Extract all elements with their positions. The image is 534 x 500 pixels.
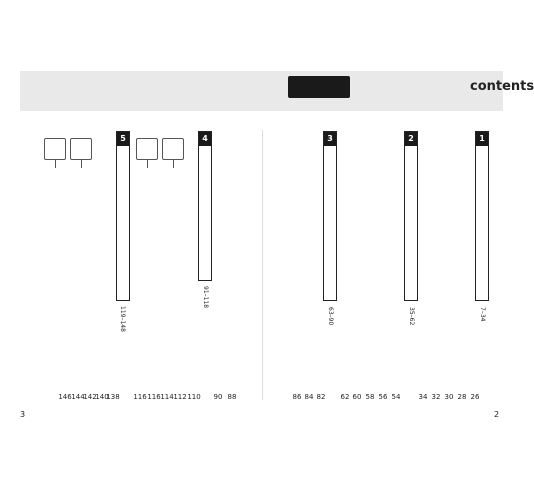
banner-title (355, 74, 465, 100)
chapter-5-page-146: 146 (58, 393, 72, 401)
left-page-number: 3 (20, 410, 26, 419)
chapter-4b-page-88: 88 (227, 393, 237, 401)
chapter-2-page-58: 58 (365, 393, 375, 401)
chapter-5-page-144: 144 (71, 393, 85, 401)
chapter-5-page-140: 140 (95, 393, 109, 401)
chapter-4-badge: 4 (198, 131, 212, 281)
chapter-3-badge: 3 (323, 131, 337, 301)
chapter-1-page-26: 26 (470, 393, 480, 401)
chapter-1-range: 7–34 (479, 307, 486, 322)
chapter-1-page-32: 32 (431, 393, 441, 401)
chapter-4-page-114: 114 (160, 393, 174, 401)
chapter-2-page-60: 60 (352, 393, 362, 401)
chapter-3-page-82: 82 (316, 393, 326, 401)
chapter-2-badge: 2 (404, 131, 418, 301)
chapter-3-page-86: 86 (292, 393, 302, 401)
chapter-1-page-30: 30 (444, 393, 454, 401)
chapter-2-page-54: 54 (391, 393, 401, 401)
chapter-1-page-34: 34 (418, 393, 428, 401)
chapter-4-page-112: 112 (173, 393, 187, 401)
chapter-5-page-142: 142 (83, 393, 97, 401)
chapter-4-page-116b: 116 (147, 393, 161, 401)
chapter-3-range: 63–90 (327, 307, 334, 326)
chapter-1-badge: 1 (475, 131, 489, 301)
chapter-4-range: 91–118 (202, 286, 209, 309)
banner-contents-label: contents (470, 79, 534, 94)
chapter-4b-page-90: 90 (213, 393, 223, 401)
page-gutter (262, 130, 263, 400)
chapter-5-badge: 5 (116, 131, 130, 301)
chapter-2-page-62: 62 (340, 393, 350, 401)
chapter-2-range: 35–62 (408, 307, 415, 326)
chapter-4-page-116a: 116 (133, 393, 147, 401)
chapter-3-page-84: 84 (304, 393, 314, 401)
chapter-4-page-110: 110 (187, 393, 201, 401)
chapter-2-page-56: 56 (378, 393, 388, 401)
chapter-5-range: 119–148 (119, 306, 126, 332)
banner-badge (288, 76, 350, 98)
right-page-number: 2 (494, 410, 500, 419)
chapter-5-page-138: 138 (106, 393, 120, 401)
chapter-1-page-28: 28 (457, 393, 467, 401)
